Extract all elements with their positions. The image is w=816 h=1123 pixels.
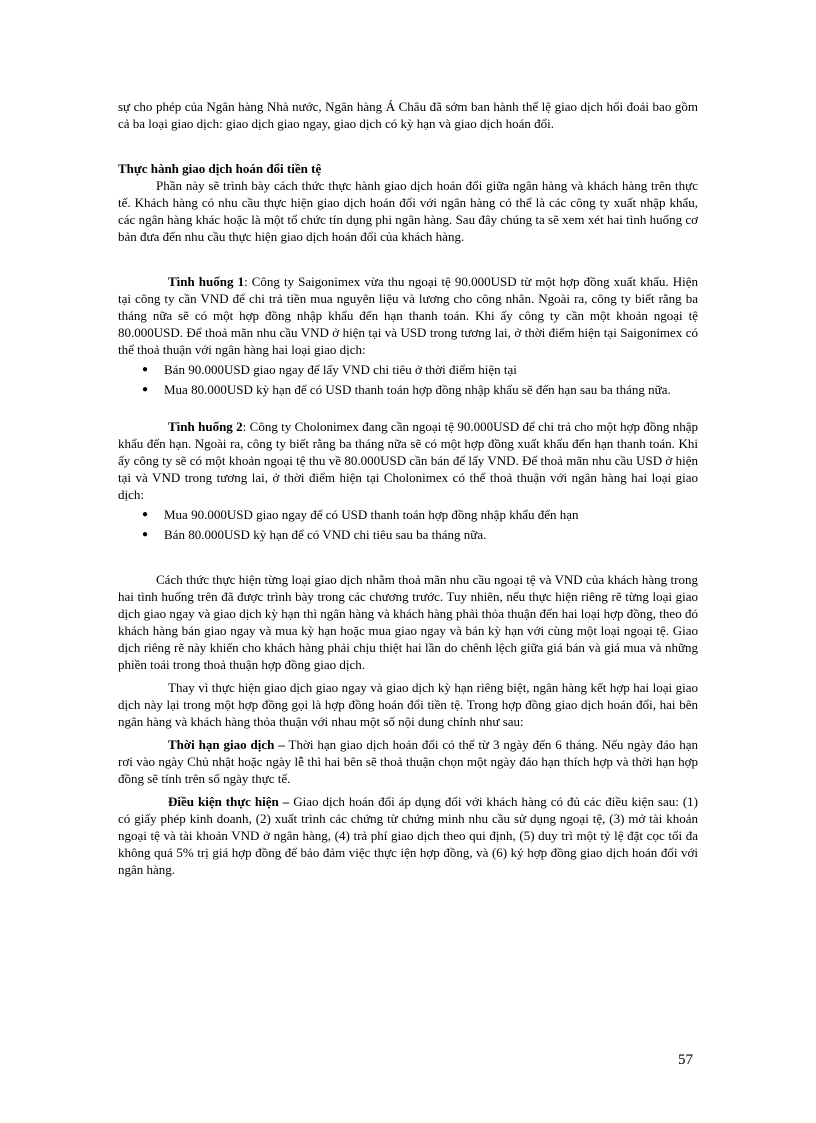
condition-paragraph [118, 793, 698, 878]
condition-label: Điều kiện thực hiện – [168, 794, 290, 809]
case-1-paragraph [118, 273, 698, 358]
list-item [118, 381, 698, 398]
case-2-bullet-list [118, 506, 698, 543]
list-item-text: Bán 90.000USD giao ngay để lấy VND chi tiêu ở thời điểm hiện tại [164, 362, 517, 377]
bullet-icon: ● [142, 364, 149, 375]
list-item [118, 361, 698, 378]
swap-paragraph: Thay vì thực hiện giao dịch giao ngay và giao dịch kỳ hạn riêng biệt, ngân hàng kết hợp hai loại giao dịch này lại trong một hợp đồng gọi là hợp đồng hoán đổi tiền tệ. Trong hợp đồng giao dịch hoán đổi, hai bên ngân hàng và khách hàng thỏa thuận với nhau một số nội dung chính như sau: [118, 680, 698, 729]
case-1-text: : Công ty Saigonimex vừa thu ngoại tệ 90.000USD từ một hợp đồng xuất khẩu. Hiện tại công ty cần VND để chi trả tiền mua nguyên liệu và lương cho công nhân. Ngoài ra, công ty biết rằng ba tháng nữa sẽ có một hợp đồng nhập khẩu đến hạn thanh toán. Khi ấy công ty cần một khoản ngoại tệ 80.000USD. Để thoả mãn nhu cầu VND ở hiện tại và USD trong tương lai, ở thời điểm hiện tại Saigonimex có thể thoả thuận với ngân hàng hai loại giao dịch: [118, 274, 698, 357]
term-label: Thời hạn giao dịch – [168, 737, 285, 752]
intro-paragraph: sự cho phép của Ngân hàng Nhà nước, Ngân hàng Á Châu đã sớm ban hành thể lệ giao dịch hối đoái bao gồm cả ba loại giao dịch: giao dịch giao ngay, giao dịch có kỳ hạn và giao dịch hoán đổi. [118, 99, 698, 131]
bullet-icon: ● [142, 529, 149, 540]
section-intro-paragraph: Phần này sẽ trình bày cách thức thực hành giao dịch hoán đổi giữa ngân hàng và khách hàng trên thực tế. Khách hàng có nhu cầu thực hiện giao dịch hoán đổi với ngân hàng có thể là các công ty xuất nhập khẩu, các ngân hàng khác hoặc là một tổ chức tín dụng phi ngân hàng. Sau đây chúng ta sẽ xem xét hai tình huống cơ bản đưa đến nhu cầu thực hiện giao dịch hoán đổi của khách hàng. [118, 178, 698, 244]
list-item-text: Mua 80.000USD kỳ hạn để có USD thanh toán hợp đồng nhập khẩu sẽ đến hạn sau ba tháng nữa. [164, 382, 671, 397]
section-heading: Thực hành giao dịch hoán đổi tiền tệ [118, 161, 322, 176]
term-paragraph [118, 736, 698, 787]
case-1-bullet-list [118, 361, 698, 398]
page-number: 57 [678, 1052, 693, 1068]
list-item [118, 506, 698, 523]
term-text: Thời hạn giao dịch hoán đổi có thể từ 3 ngày đến 6 tháng. Nếu ngày đáo hạn rơi vào ngày Chủ nhật hoặc ngày lễ thì hai bên sẽ thoả thuận chọn một ngày đáo hạn thích hợp và thời hạn hợp đồng sẽ tính trên số ngày thực tế. [118, 737, 699, 786]
list-item-text: Bán 80.000USD kỳ hạn để có VND chi tiêu sau ba tháng nữa. [164, 527, 487, 542]
bullet-icon: ● [142, 384, 149, 395]
case-2-text: : Công ty Cholonimex đang cần ngoại tệ 90.000USD để chi trả cho một hợp đồng nhập khẩu đến hạn. Ngoài ra, công ty biết rằng ba tháng nữa sẽ có một hợp đồng xuất khẩu đến hạn thanh toán. Khi ấy công ty sẽ có một khoản ngoại tệ thu về 80.000USD cần bán để lấy VND. Để thoả mãn nhu cầu USD ở hiện tại và VND trong tương lai, ở thời điểm hiện tại Cholonimex có thể thoả thuận với ngân hàng hai loại giao dịch: [118, 419, 698, 502]
bullet-icon: ● [142, 509, 149, 520]
document-page [118, 92, 698, 878]
method-paragraph: Cách thức thực hiện từng loại giao dịch nhằm thoả mãn nhu cầu ngoại tệ và VND của khách hàng trong hai tình huống trên đã được trình bày trong các chương trước. Tuy nhiên, nếu thực hiện riêng rẽ từng loại giao dịch giao ngay và giao dịch kỳ hạn thì ngân hàng và khách hàng phải thỏa thuận đến hai loại hợp đồng, theo đó khách hàng bán giao ngay và mua kỳ hạn hoặc mua giao ngay và bán kỳ hạn với cùng một loại ngoại tệ. Giao dịch riêng rẽ này khiến cho khách hàng phải chịu thiệt hai lần do chênh lệch giữa giá bán và giá mua và những phiền toái trong thoả thuận hợp đồng giao dịch. [118, 572, 698, 672]
list-item-text: Mua 90.000USD giao ngay để có USD thanh toán hợp đồng nhập khẩu đến hạn [164, 507, 579, 522]
case-1-label: Tình huống 1 [168, 274, 245, 289]
case-2-paragraph [118, 418, 698, 503]
list-item [118, 526, 698, 543]
condition-text: Giao dịch hoán đổi áp dụng đối với khách hàng có đủ các điều kiện sau: (1) có giấy phép kinh doanh, (2) xuất trình các chứng từ chứng minh nhu cầu sử dụng ngoại tệ, (3) mở tài khoản ngoại tệ và tài khoản VND ở ngân hàng, (4) trả phí giao dịch theo qui định, (5) duy trì một tỷ lệ đặt cọc tối đa không quá 5% trị giá hợp đồng để bảo đảm việc thực iện hợp đồng, và (6) ký hợp đồng giao dịch hoán đổi với ngân hàng. [118, 794, 698, 877]
case-2-label: Tình huống 2 [168, 419, 243, 434]
